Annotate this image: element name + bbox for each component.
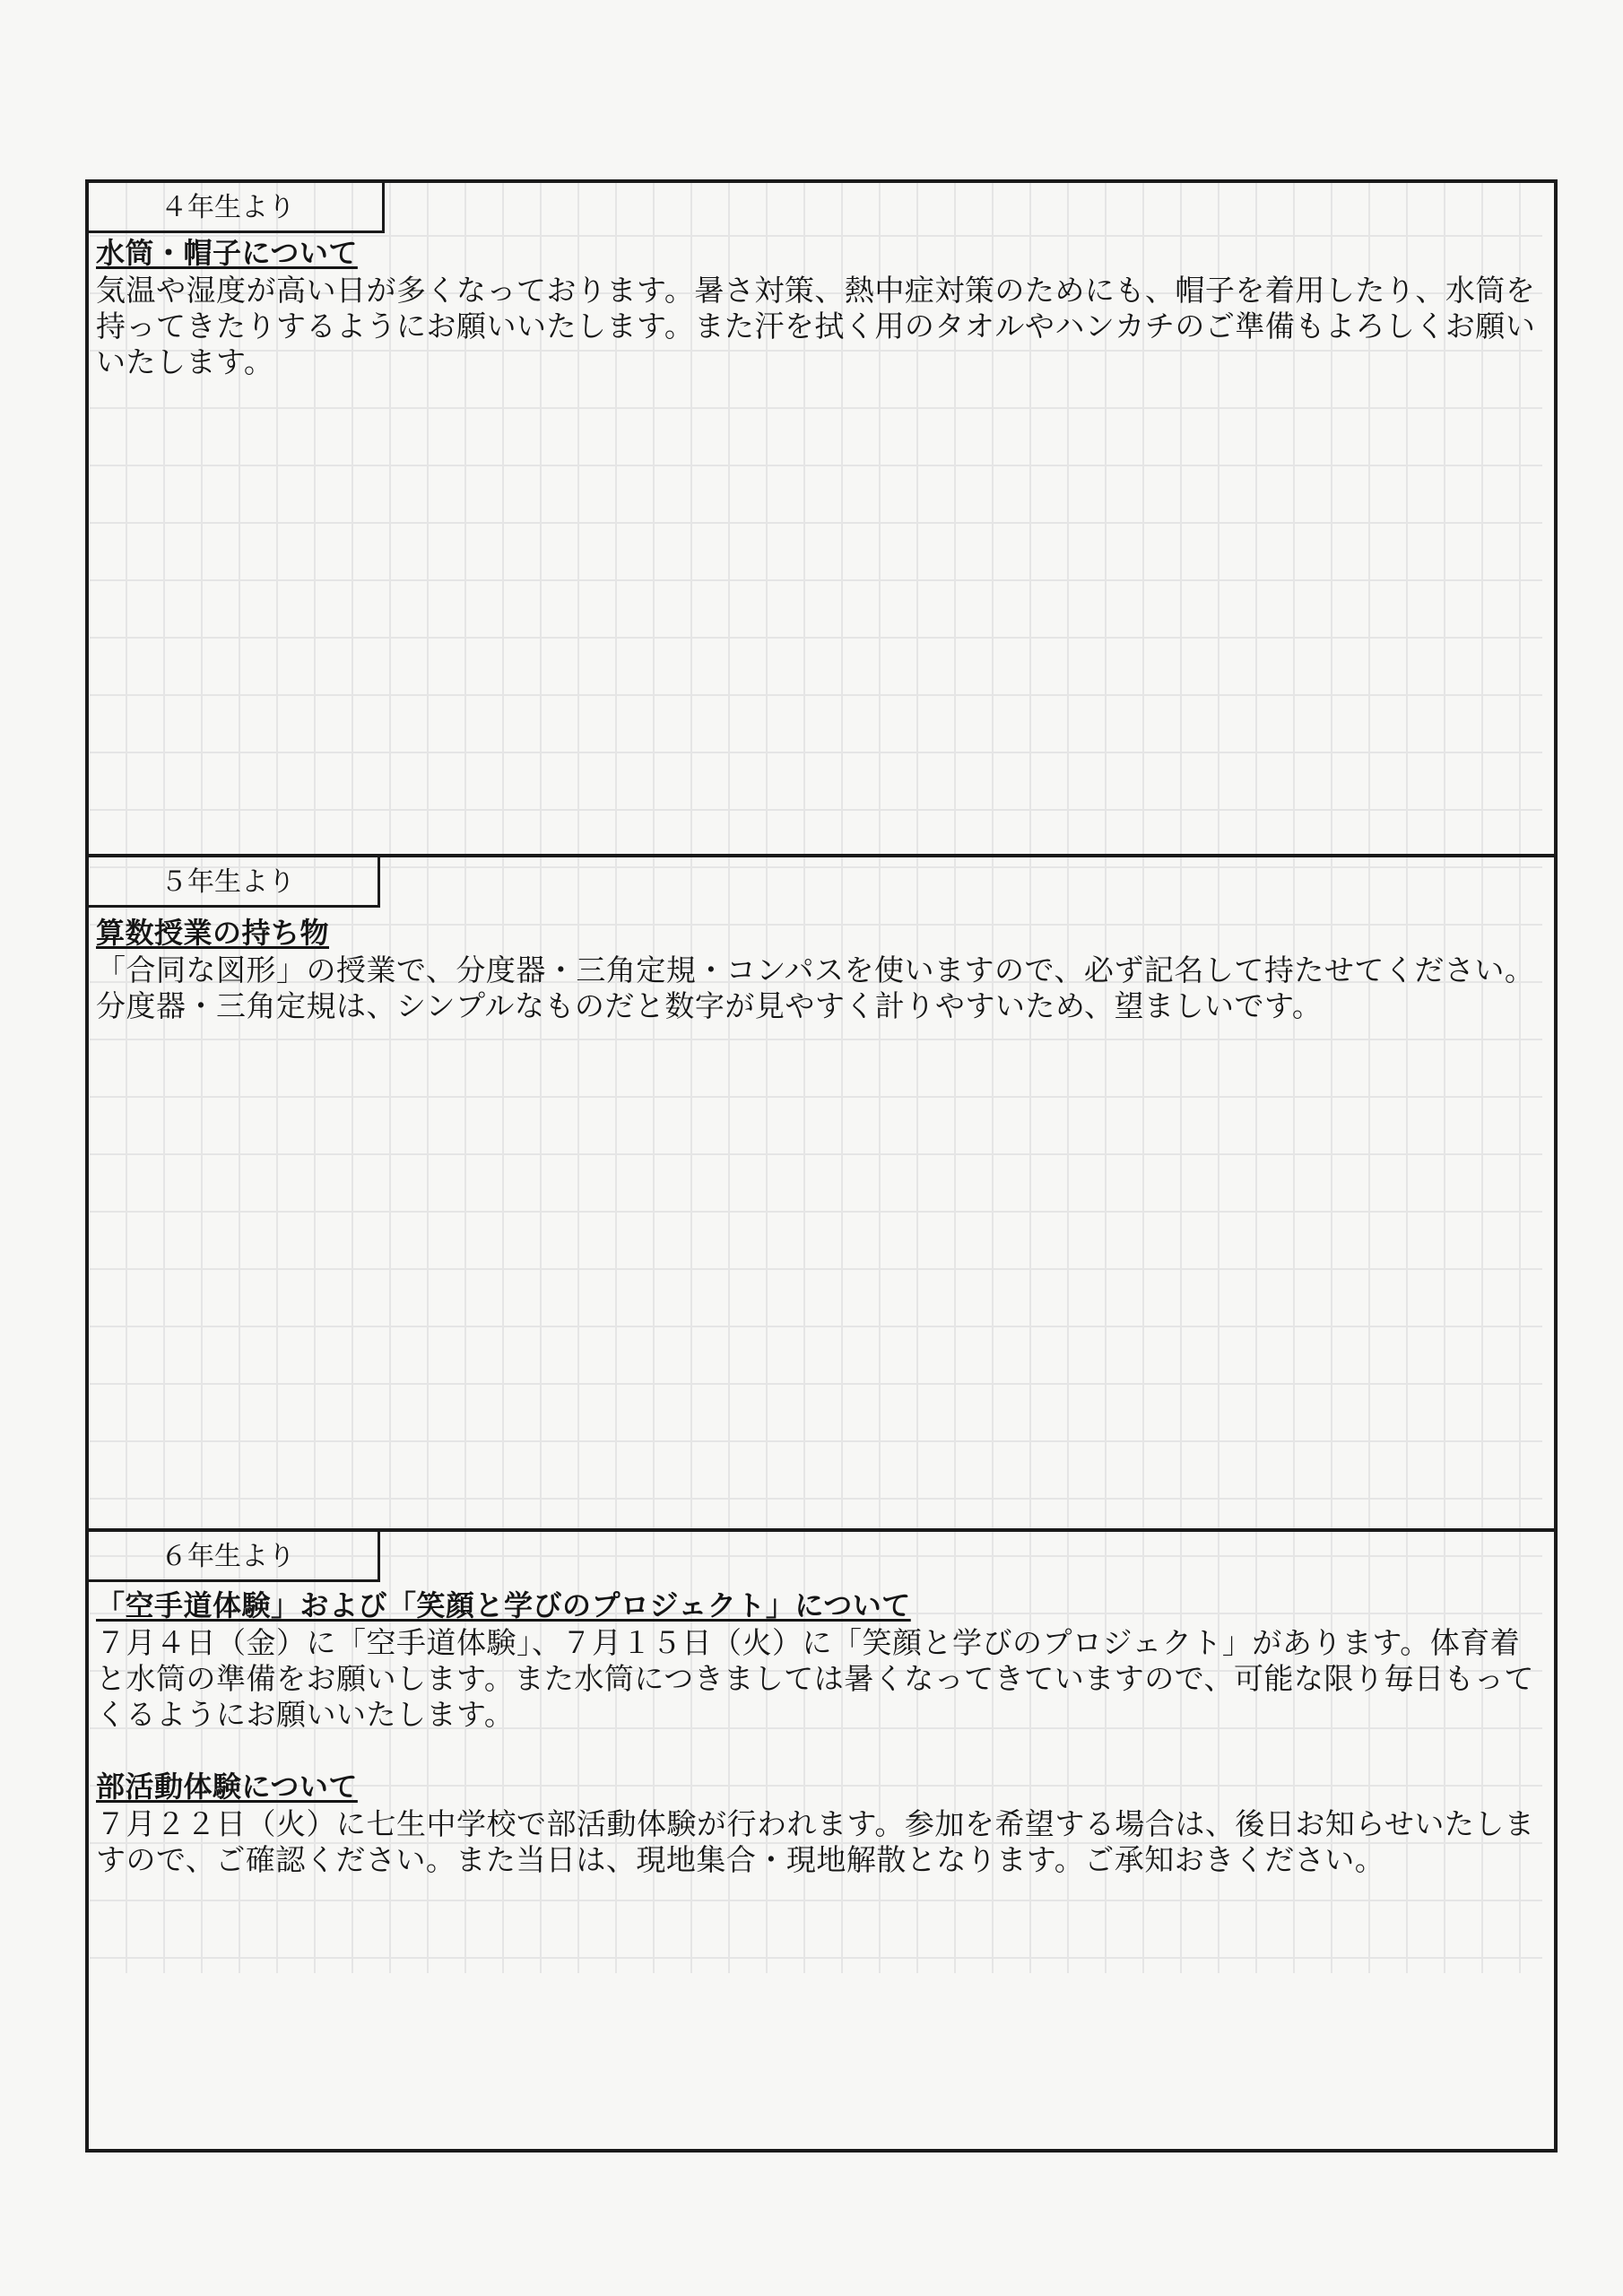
- item-text: ７月２２日（火）に七生中学校で部活動体験が行われます。参加を希望する場合は、後日お知らせいたしますので、ご確認ください。また当日は、現地集合・現地解散となります。ご承知おきください。: [96, 1806, 1535, 1877]
- item-heading: 水筒・帽子について: [96, 236, 358, 270]
- section-tag: ５年生より: [89, 857, 380, 908]
- item-heading: 部活動体験について: [96, 1770, 358, 1804]
- spacer: [96, 1733, 1547, 1767]
- notice-frame: [85, 179, 1558, 2152]
- item-text: 気温や湿度が高い日が多くなっております。暑さ対策、熱中症対策のためにも、帽子を着用したり、水筒を持ってきたりするようにお願いいたします。また汗を拭く用のタオルやハンカチのご準備もよろしくお願いいたします。: [96, 273, 1536, 379]
- item-heading: 「空手道体験」および「笑顔と学びのプロジェクト」について: [96, 1588, 911, 1622]
- item-heading: 算数授業の持ち物: [96, 916, 330, 950]
- section-grade-6: [89, 1532, 1554, 2151]
- section-tag: ６年生より: [89, 1532, 380, 1582]
- section-body: [96, 1586, 1547, 1878]
- section-grade-4: [89, 183, 1554, 857]
- section-tag: ４年生より: [89, 183, 385, 233]
- item-text: 「合同な図形」の授業で、分度器・三角定規・コンパスを使いますので、必ず記名して持たせてください。分度器・三角定規は、シンプルなものだと数字が見やすく計りやすいため、望ましいです。: [96, 952, 1535, 1023]
- section-body: [96, 913, 1547, 1024]
- section-grade-5: [89, 857, 1554, 1532]
- section-body: [96, 233, 1547, 380]
- item-text: ７月４日（金）に「空手道体験」、７月１５日（火）に「笑顔と学びのプロジェクト」があります。体育着と水筒の準備をお願いします。また水筒につきましては暑くなってきていますので、可能な限り毎日もってくるようにお願いいたします。: [96, 1625, 1535, 1732]
